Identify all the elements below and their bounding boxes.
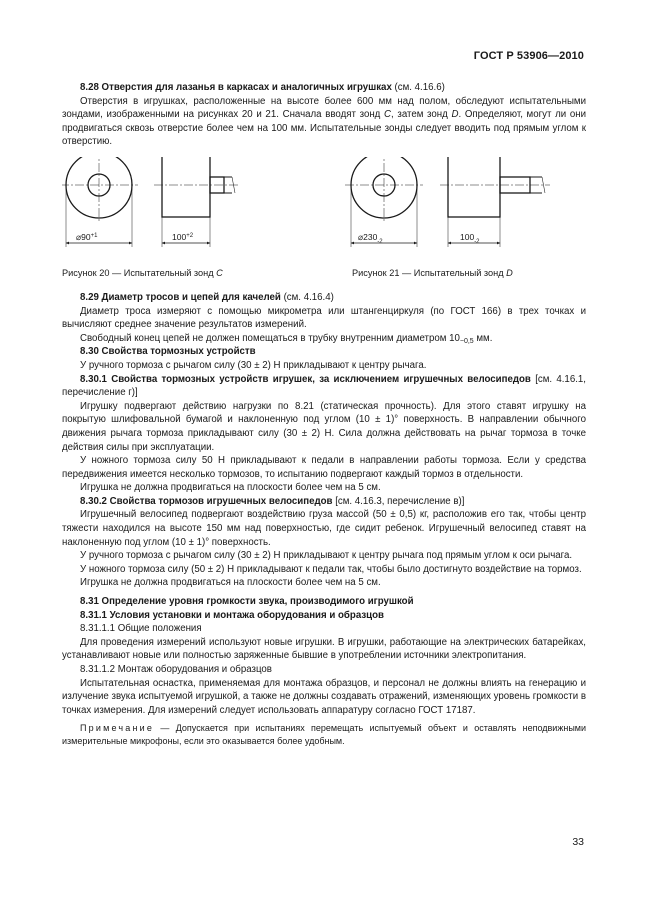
fig21-length-label: $100_{-2}$ — [460, 231, 480, 245]
section-8-30-2-heading: 8.30.2 Свойства тормозов игрушечных велосипедов [см. 4.16.3, перечисление в)] — [80, 495, 465, 507]
probe-figures — [62, 157, 586, 283]
fig21-diameter-label: $⌀230_{-2}$ — [358, 231, 383, 245]
fig20-caption: Рисунок 20 — Испытательный зонд C — [62, 267, 223, 278]
section-8-28-heading — [62, 81, 586, 95]
section-8-30-2-p3: У ножного тормоза силу (50 ± 2) Н прикладывают к педали так, чтобы было достигнуто воздействие на тормоз. — [80, 563, 582, 575]
section-8-30-2-p1: Игрушечный велосипед подвергают воздействию груза массой (50 ± 0,5) кг, расположив его так, чтобы центр тяжести находился на высоте 150 мм над поверхностью, где сидит ребенок. Игрушечный велосипед ставят на наклоненную под углом (10 ± 1)° поверхность. — [62, 509, 586, 548]
page-content — [62, 81, 586, 747]
section-8-31-1-2-heading: 8.31.1.2 Монтаж оборудования и образцов — [80, 664, 272, 675]
section-8-31-1-1-text: Для проведения измерений используют новые игрушки. В игрушки, работающие на электрических батарейках, устанавливают новые или полностью заряженные бывшие в употреблении источники электропитания. — [62, 636, 586, 662]
section-8-31-1-2-text: Испытательная оснастка, применяемая для монтажа образцов, и персонал не должны влиять на генерацию и излучение звука испытуемой игрушкой, а также не должны создавать отражений, изменяющих уровень громкости в точках измерения. Для измерений следует использовать аппаратуру согласно ГОСТ 17187. — [62, 677, 586, 716]
section-8-31-1-heading: 8.31.1 Условия установки и монтажа оборудования и образцов — [80, 609, 384, 621]
section-8-30-2-p4: Игрушка не должна продвигаться на плоскости более чем на 5 см. — [80, 577, 381, 589]
probe-drawings — [62, 157, 586, 265]
section-8-30-heading: 8.30 Свойства тормозных устройств — [80, 346, 256, 358]
section-8-28-text: Отверстия в игрушках, расположенные на высоте более 600 мм над полом, обследуют испытательными зондами, изображенными на рисунках 20 и 21. Сначала вводят зонд C, затем зонд D. Определяют, могут ли они продвигаться сквозь отверстие более чем на 100 мм. Испытательные зонды следует вводить под прямым углом к отверстию. — [62, 95, 586, 148]
section-8-30-1-heading: 8.30.1 Свойства тормозных устройств игрушек, за исключением игрушечных велосипедов [см. 4.16.1, перечисление г)] — [62, 373, 586, 399]
section-8-29-text: Диаметр троса измеряют с помощью микрометра или штангенциркуля (по ГОСТ 166) в трех точках и вычисляют среднее значение результатов измерений. — [62, 305, 586, 331]
section-8-29-heading: 8.29 Диаметр тросов и цепей для качелей (см. 4.16.4) — [80, 291, 334, 303]
section-8-30-1-p1: Игрушку подвергают действию нагрузки по 8.21 (статическая прочность). Для этого ставят игрушку на покрытую шлифовальной бумагой и наклоненную под углом (10 ± 1)° поверхность. В направлении обычного движения рычага тормоза прикладывают силу (30 ± 2) Н. Сила должна действовать на рычаг тормоза в точке действия силы при эксплуатации. — [62, 400, 586, 453]
section-8-31-heading: 8.31 Определение уровня громкости звука, производимого игрушкой — [80, 596, 414, 608]
section-8-30-text: У ручного тормоза с рычагом силу (30 ± 2) Н прикладывают к центру рычага. — [80, 359, 427, 371]
fig20-front-view — [62, 157, 138, 247]
standard-header: ГОСТ Р 53906—2010 — [473, 50, 584, 62]
note-label: Примечание — [80, 723, 155, 734]
page-number: 33 — [572, 836, 584, 848]
section-title: 8.28 Отверстия для лазанья в каркасах и аналогичных игрушках — [80, 82, 392, 93]
section-8-30-1-p2: У ножного тормоза силу 50 Н прикладывают к педали в направлении работы тормоза. Если у средства передвижения имеется несколько тормозов, то испытанию подвергают каждый тормоз в отдельности. — [62, 455, 586, 480]
section-ref: (см. 4.16.6) — [394, 82, 445, 93]
section-8-30-2-p2: У ручного тормоза с рычагом силу (30 ± 2) Н прикладывают к центру рычага под прямым углом к оси рычага. — [80, 550, 573, 562]
fig21-side-view — [440, 157, 550, 247]
section-8-29-chain: Свободный конец цепей не должен помещаться в трубку внутренним диаметром $10_{-0,5}$ мм. — [80, 332, 493, 345]
fig21-front-view — [345, 157, 423, 247]
fig20-side-view — [154, 157, 238, 247]
fig20-length-label: $100^{+2}$ — [172, 231, 194, 242]
section-8-30-1-p3: Игрушка не должна продвигаться на плоскости более чем на 5 см. — [80, 482, 381, 494]
note: Примечание — Допускается при испытаниях перемещать испытуемый объект и оставлять неподвижными измерительные микрофоны, если это оказывается более удобным. — [62, 723, 586, 746]
fig21-caption: Рисунок 21 — Испытательный зонд D — [352, 267, 513, 278]
fig20-diameter-label: $⌀90^{+1}$ — [76, 231, 98, 242]
section-8-31-1-1-heading: 8.31.1.1 Общие положения — [80, 623, 202, 635]
